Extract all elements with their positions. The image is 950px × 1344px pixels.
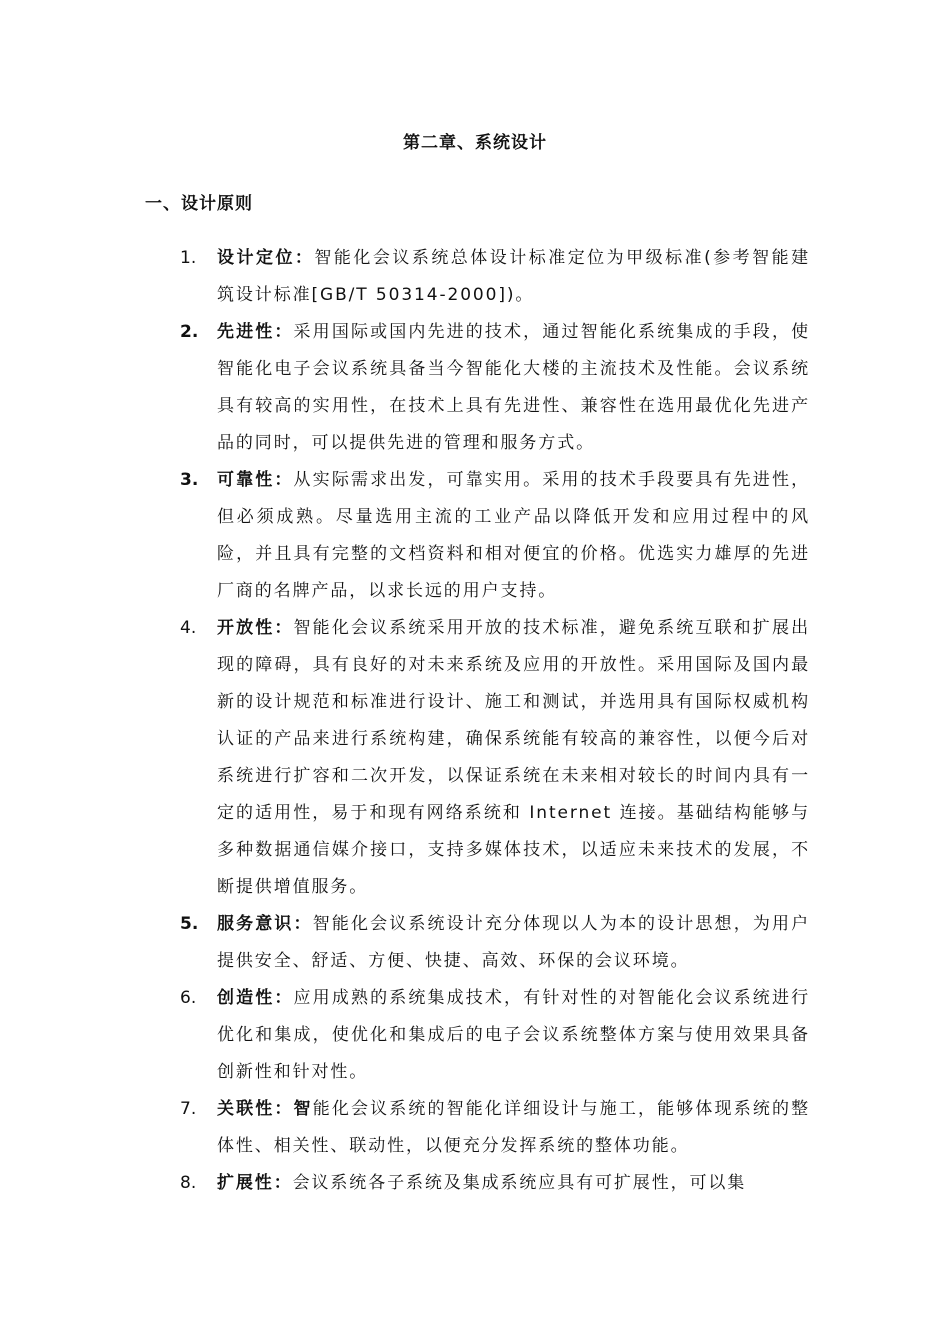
principle-term: 扩展性： (217, 1173, 293, 1193)
principle-text: 能化会议系统的智能化详细设计与施工，能够体现系统的整体性、相关性、联动性，以便充分发挥系统的整体功能。 (217, 1099, 810, 1156)
principle-number: 2. (180, 322, 199, 342)
principle-number: 5. (180, 914, 199, 934)
principle-number: 6. (180, 988, 197, 1008)
section-heading: 一、设计原则 (145, 194, 253, 214)
principle-item (180, 240, 810, 314)
principle-number: 8. (180, 1173, 197, 1193)
principle-term: 开放性： (217, 618, 294, 638)
principle-number: 3. (180, 470, 199, 490)
principle-number: 7. (180, 1099, 197, 1119)
principle-item (180, 610, 810, 906)
principles-list (180, 240, 810, 1202)
principle-item (180, 1091, 810, 1165)
principle-text: 智能化会议系统总体设计标准定位为甲级标准(参考智能建筑设计标准[GB/T 50314-2000])。 (217, 248, 811, 305)
principle-text: 会议系统各子系统及集成系统应具有可扩展性，可以集 (292, 1173, 747, 1193)
principle-text: 智能化会议系统采用开放的技术标准，避免系统互联和扩展出现的障碍，具有良好的对未来系统及应用的开放性。采用国际及国内最新的设计规范和标准进行设计、施工和测试，并选用具有国际权威机构认证的产品来进行系统构建，确保系统能有较高的兼容性，以便今后对系统进行扩容和二次开发，以保证系统在未来相对较长的时间内具有一定的适用性，易于和现有网络系统和 Internet 连接。基础结构能够与多种数据通信媒介接口，支持多媒体技术，以适应未来技术的发展，不断提供增值服务。 (217, 618, 810, 897)
principle-item (180, 906, 810, 980)
principle-item (180, 314, 810, 462)
chapter-title: 第二章、系统设计 (403, 133, 547, 153)
principle-term: 设计定位： (217, 248, 315, 268)
principle-term: 先进性： (217, 322, 294, 342)
principle-number: 4. (180, 618, 197, 638)
principle-item (180, 462, 810, 610)
principle-term: 创造性： (217, 988, 294, 1008)
principle-item (180, 980, 810, 1091)
principle-term: 服务意识： (217, 914, 313, 934)
principle-text: 采用国际或国内先进的技术，通过智能化系统集成的手段，使智能化电子会议系统具备当今智能化大楼的主流技术及性能。会议系统具有较高的实用性，在技术上具有先进性、兼容性在选用最优化先进产品的同时，可以提供先进的管理和服务方式。 (217, 322, 810, 453)
principle-term: 关联性：智 (217, 1099, 313, 1119)
principle-text: 智能化会议系统设计充分体现以人为本的设计思想，为用户提供安全、舒适、方便、快捷、高效、环保的会议环境。 (217, 914, 810, 971)
principle-number: 1. (180, 248, 197, 268)
principle-term: 可靠性： (217, 470, 294, 490)
principle-text: 应用成熟的系统集成技术，有针对性的对智能化会议系统进行优化和集成，使优化和集成后的电子会议系统整体方案与使用效果具备创新性和针对性。 (217, 988, 810, 1082)
principle-item (180, 1165, 810, 1202)
principle-text: 从实际需求出发，可靠实用。采用的技术手段要具有先进性，但必须成熟。尽量选用主流的工业产品以降低开发和应用过程中的风险，并且具有完整的文档资料和相对便宜的价格。优选实力雄厚的先进厂商的名牌产品，以求长远的用户支持。 (217, 470, 810, 601)
